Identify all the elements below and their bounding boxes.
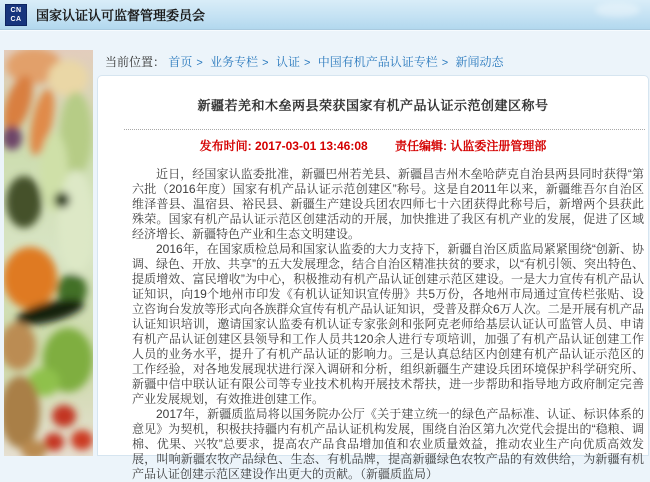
site-title: 国家认证认可监督管理委员会 [36,8,206,23]
breadcrumb-link-news[interactable]: 新闻动态 [455,55,504,69]
cnca-logo-line2: CA [10,15,22,23]
responsible-editor: 责任编辑: 认监委注册管理部 [395,139,547,153]
breadcrumb-link-organic-column[interactable]: 中国有机产品认证专栏 [317,55,438,69]
article-meta [98,130,648,154]
publish-time: 发布时间: 2017-03-01 13:46:08 [199,139,368,153]
breadcrumb-link-business[interactable]: 业务专栏 [210,55,259,69]
cnca-logo-line1: CN [10,6,22,14]
breadcrumb-separator: > [303,57,311,69]
article-title: 新疆若羌和木垒两县荣获国家有机产品认证示范创建区称号 [197,98,549,113]
breadcrumb-separator: > [441,57,449,69]
vegetables-photo [4,50,93,456]
breadcrumb-label: 当前位置： [105,55,166,69]
breadcrumb-separator: > [196,57,203,69]
breadcrumb [105,53,504,70]
article-paragraph: 2017年，新疆质监局将以国务院办公厅《关于建立统一的绿色产品标准、认证、标识体系的意见》为契机，积极扶持疆内有机产品认证机构发展，围绕自治区第九次党代会提出的“稳粮、调棉、优果、兴牧”总要求，提高农产品食品增加值和农业质量效益，推动农业生产向优质高效发展，叫响新疆农牧产品绿色、生态、有机品牌，提高新疆绿色农牧产品的有效供给，为新疆有机产品认证创建示范区建设作出更大的贡献。（新疆质监局） [132,407,644,481]
article-paragraph: 2016年，在国家质检总局和国家认监委的大力支持下，新疆自治区质监局紧紧围绕“创新、协调、绿色、开放、共享”的五大发展理念，结合自治区精准扶贫的要求，以“有机引领、突出特色、提质增效、富民增收”为中心，积极推动有机产品认证创建示范区建设。一是大力宣传有机产品认证知识，向19个地州市印发《有机认证知识宣传册》共5万份，各地州市局通过宣传栏张贴、设立咨询台发放等形式向各族群众宣传有机产品认证知识，受普及群众6万人次。二是开展有机产品认证知识培训，邀请国家认监委有机认证专家张剑和张阿克老师给基层认证认可监管人员、申请有机产品认证创建区县领导和工作人员共120余人进行专项培训，加强了有机产品认证创建工作人员的业务水平，提升了有机产品认证的影响力。三是认真总结区内创建有机产品认证示范区的工作经验，对各地发展现状进行深入调研和分析，组织新疆生产建设兵团环境保护科学研究所、新疆中信中联认证有限公司等专业技术机构开展技术帮扶，进一步帮助和指导地方政府制定完善产业发展规划，有效推进创建工作。 [132,242,644,406]
main-area [0,30,650,481]
article-panel [97,75,649,481]
article-paragraph: 近日，经国家认监委批准，新疆巴州若羌县、新疆昌吉州木垒哈萨克自治县两县同时获得“第六批（2016年度）国家有机产品认证示范创建区”称号。这是自2011年以来，新疆维吾尔自治区维泽普县、温宿县、裕民县、新疆生产建设兵团农四师七十六团获得此称号后，新增两个县获此殊荣。国家有机产品认证示范区创建活动的开展，加快推进了我区有机产业的发展，促进了区域经济增长、新疆特色产业和生态文明建设。 [132,167,644,241]
site-header [0,0,650,30]
article-body [98,154,648,482]
breadcrumb-link-home[interactable]: 首页 [168,55,193,69]
header-sheen-decor [595,3,640,17]
breadcrumb-separator: > [262,57,269,69]
cnca-logo-icon[interactable] [5,4,27,26]
breadcrumb-link-certification[interactable]: 认证 [275,55,300,69]
